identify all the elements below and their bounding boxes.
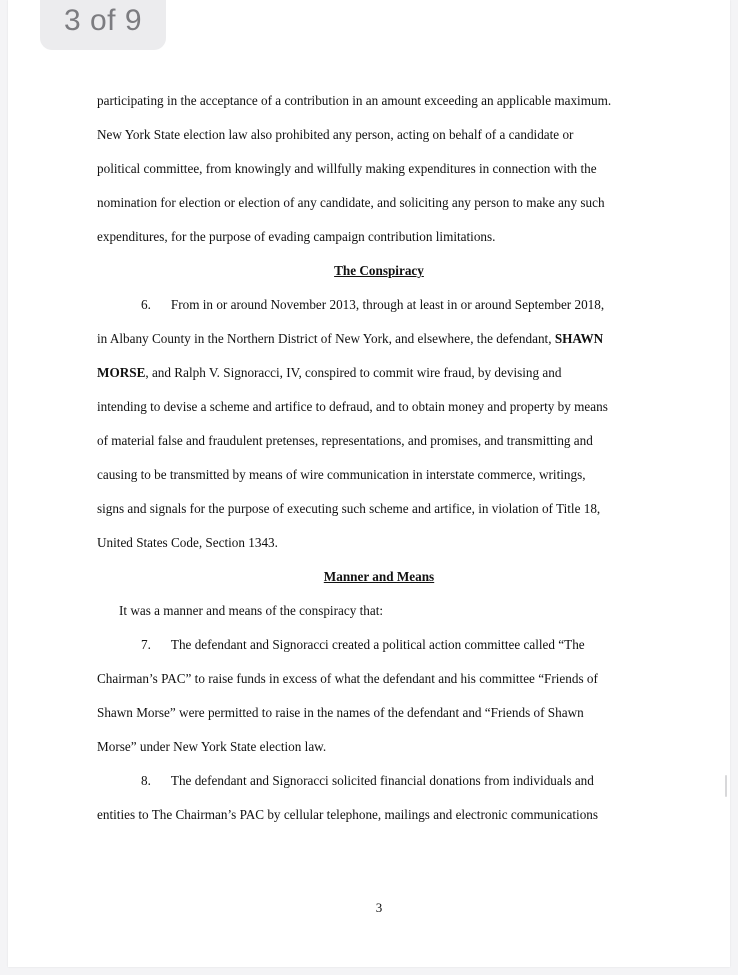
text-line: nomination for election or election of any candidate, and soliciting any person to make any such [97, 195, 605, 210]
section-heading-conspiracy: The Conspiracy [334, 263, 424, 278]
page-indicator-badge[interactable]: 3 of 9 [40, 0, 166, 50]
paragraph-text: The defendant and Signoracci solicited financial donations from individuals and [170, 773, 594, 788]
paragraph-6-first-line [141, 297, 604, 313]
text-span: in Albany County in the Northern District of New York, and elsewhere, the defendant, [97, 331, 555, 346]
text-line: Morse” under New York State election law. [97, 739, 327, 754]
page-number: 3 [375, 900, 383, 915]
document-page [8, 0, 730, 967]
paragraph-text: The defendant and Signoracci created a political action committee called “The [170, 637, 585, 652]
text-line: causing to be transmitted by means of wire communication in interstate commerce, writings, [97, 467, 586, 482]
text-span: , and Ralph V. Signoracci, IV, conspired to commit wire fraud, by devising and [145, 365, 562, 380]
text-line: entities to The Chairman’s PAC by cellular telephone, mailings and electronic communications [97, 807, 599, 822]
text-line: Chairman’s PAC” to raise funds in excess of what the defendant and his committee “Friends of [97, 671, 598, 686]
text-line: political committee, from knowingly and willfully making expenditures in connection with the [97, 161, 597, 176]
text-line: It was a manner and means of the conspiracy that: [119, 603, 384, 618]
paragraph-8-first-line [141, 773, 594, 789]
paragraph-7-first-line [141, 637, 585, 653]
text-line [97, 331, 603, 347]
text-line: participating in the acceptance of a contribution in an amount exceeding an applicable maximum. [97, 93, 612, 108]
defendant-name: MORSE [97, 365, 146, 380]
scroll-indicator[interactable] [725, 775, 727, 797]
text-line: United States Code, Section 1343. [97, 535, 278, 550]
text-line: of material false and fraudulent pretenses, representations, and promises, and transmitting and [97, 433, 593, 448]
paragraph-number: 6. [141, 297, 151, 312]
text-line: Shawn Morse” were permitted to raise in the names of the defendant and “Friends of Shawn [97, 705, 584, 720]
text-line: expenditures, for the purpose of evading campaign contribution limitations. [97, 229, 496, 244]
text-line [97, 365, 561, 381]
text-line: New York State election law also prohibited any person, acting on behalf of a candidate or [97, 127, 574, 142]
paragraph-number: 7. [141, 637, 151, 652]
text-line: signs and signals for the purpose of executing such scheme and artifice, in violation of Title 18, [97, 501, 601, 516]
paragraph-text: From in or around November 2013, through at least in or around September 2018, [170, 297, 605, 312]
section-heading-manner-and-means: Manner and Means [323, 569, 435, 584]
paragraph-number: 8. [141, 773, 151, 788]
defendant-name: SHAWN [554, 331, 604, 346]
text-line: intending to devise a scheme and artifice to defraud, and to obtain money and property by means [97, 399, 608, 414]
